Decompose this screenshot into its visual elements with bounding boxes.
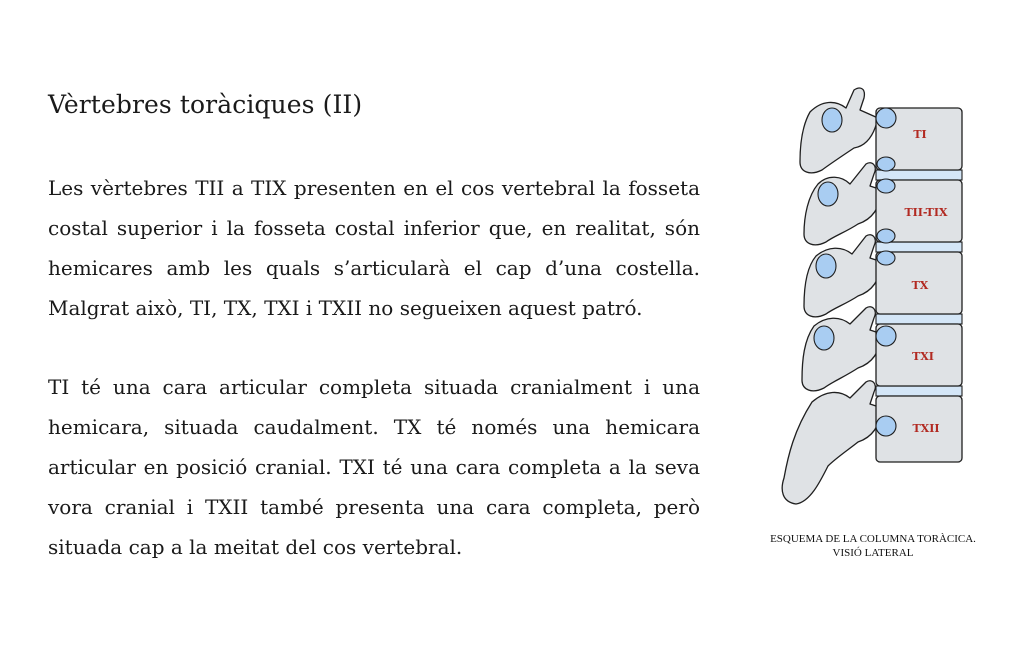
label-txii: TXII [912,422,940,435]
figure-caption [748,532,998,560]
costal-facet [877,157,895,171]
transverse-facet [818,182,838,206]
costal-facet [877,229,895,243]
intervertebral-disc [876,386,962,396]
label-tii-tix: TII-TIX [904,206,948,219]
vertebra-process [804,235,882,317]
transverse-facet [814,326,834,350]
intervertebral-disc [876,170,962,180]
transverse-facet [816,254,836,278]
thoracic-spine-diagram [770,86,974,508]
paragraph-details: TI té una cara articular completa situada cranialment i una hemicara, situada caudalment. TX té només una hemicara articular en posició cranial. TXI té una cara completa a la seva vora cranial i TXII també presenta una cara completa, però situada cap a la meitat del cos vertebral. [48,375,700,559]
caption-line-2: VISIÓ LATERAL [832,547,914,559]
costal-facet [876,326,896,346]
vertebra-process [804,163,882,245]
vertebra-process [782,381,882,504]
label-ti: TI [913,128,927,141]
transverse-facet [822,108,842,132]
vertebra-process [800,88,878,173]
vertebra-process [802,307,882,391]
costal-facet [877,179,895,193]
intervertebral-disc [876,242,962,252]
label-txi: TXI [912,350,934,363]
page-title: Vèrtebres toràciques (II) [48,90,363,119]
label-tx: TX [911,279,929,292]
paragraph-intro: Les vèrtebres TII a TIX presenten en el cos vertebral la fosseta costal superior i la fosseta costal inferior que, en realitat, són hemicares amb les quals s’articularà el cap d’una costella. Malgrat això, TI, TX, TXI i TXII no segueixen aquest patró. [48,176,700,320]
caption-line-1: ESQUEMA DE LA COLUMNA TORÀCICA. [770,533,976,545]
costal-facet [876,108,896,128]
intervertebral-disc [876,314,962,324]
costal-facet [876,416,896,436]
costal-facet [877,251,895,265]
